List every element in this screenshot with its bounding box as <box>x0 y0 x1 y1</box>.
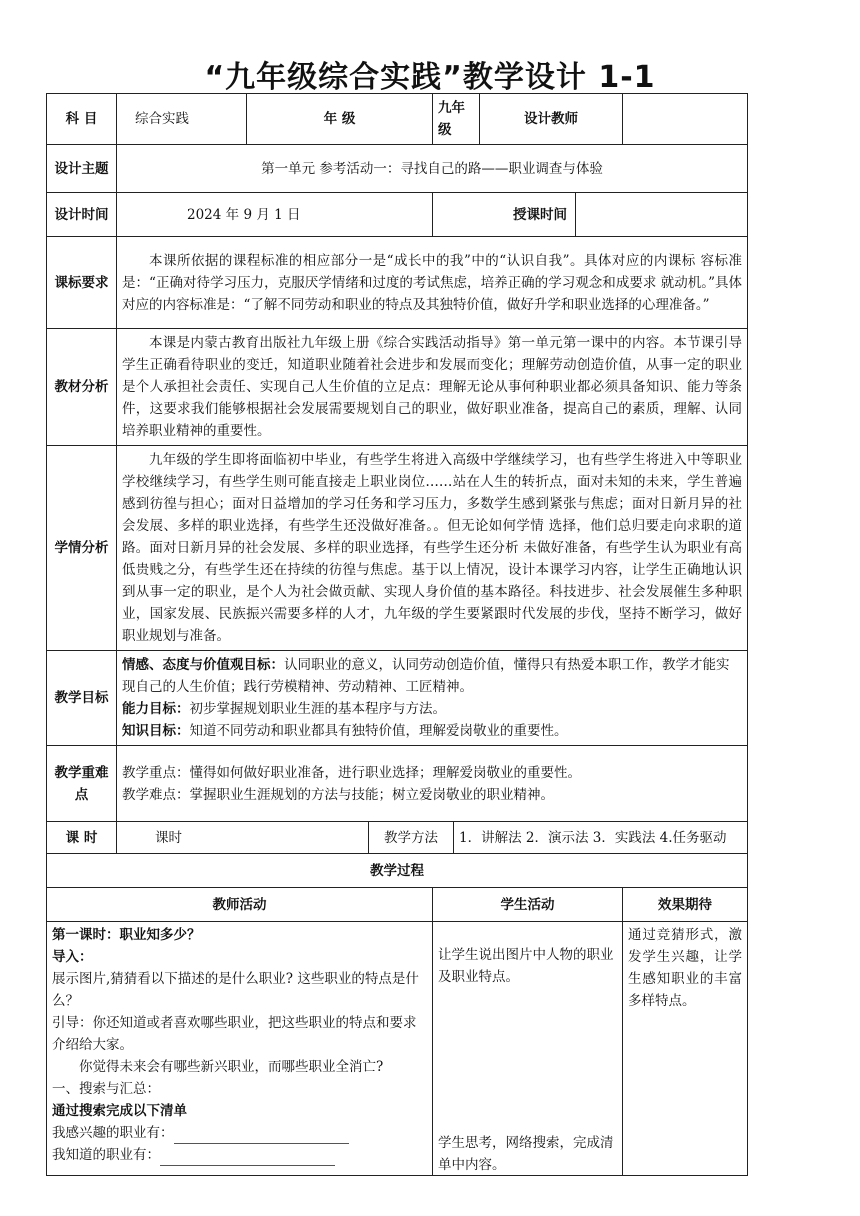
teacher-value <box>623 94 748 145</box>
material-label: 教材分析 <box>47 329 117 446</box>
page-title: “九年级综合实践”教学设计 1-1 <box>204 60 656 95</box>
row-time <box>47 193 748 237</box>
material-text: 本课是内蒙古教育出版社九年级上册《综合实践活动指导》第一单元第一课中的内容。本节课引导学生正确看待职业的变迁，知道职业随着社会进步和发展而变化；理解劳动创造价值，从事一定的职业是个人承担社会责任、实现自己人生价值的立足点：理解无论从事何种职业都必须具备知识、能力等条件，这要求我们能够根据社会发展需要规划自己的职业，做好职业准备，提高自己的素质，理解、认同培养职业精神的重要性。 <box>117 329 748 446</box>
hours-label: 课 时 <box>47 822 117 854</box>
hours-value: 课时 <box>117 822 369 854</box>
row-hours <box>47 822 748 854</box>
list-line-interested: 我感兴趣的职业有： <box>52 1122 427 1144</box>
student-activity-cell <box>433 922 623 1176</box>
future-question: 你觉得未来会有哪些新兴职业，而哪些职业全消亡? <box>79 1059 384 1075</box>
student-activity-1: 让学生说出图片中人物的职业及职业特点。 <box>438 947 614 985</box>
students-text: 九年级的学生即将面临初中毕业，有些学生将进入高级中学继续学习，也有些学生将进入中等职业学校继续学习，有些学生则可能直接走上职业岗位……站在人生的转折点，面对未知的未来，学生普遍感到彷徨与担心；面对日益增加的学习任务和学习压力，多数学生感到紧张与焦虑；面对日新月异的社会发展、多样的职业选择，有些学生还没做好准备。。但无论如何学情 选择，他们总归要走向求职的道路。面对日新月异的社会发展、多样的职业选择，有些学生还分析 未做好准备，有些学生认为职业有高低贵贱之分，有些学生还在持续的彷徨与焦虑。基于以上情况，设计本课学习内容，让学生正确地认识到从事一定的职业，是个人为社会做贡献、实现人身价值的基本路径。科技进步、社会发展催生多种职业，国家发展、民族振兴需要多样的人才，九年级的学生要紧跟时代发展的步伐，坚持不断学习，做好职业规划与准备。 <box>117 446 748 651</box>
row-theme <box>47 145 748 193</box>
theme-value: 第一单元 参考活动一：寻找自己的路——职业调查与体验 <box>117 145 748 193</box>
intro-line: 引导：你还知道或者喜欢哪些职业，把这些职业的特点和要求介绍给大家。 <box>52 1015 417 1053</box>
row-material <box>47 329 748 446</box>
subject-value: 综合实践 <box>117 94 247 145</box>
keypoints-label: 教学重难点 <box>47 746 117 822</box>
lesson-time-label: 授课时间 <box>433 193 576 237</box>
theme-label: 设计主题 <box>47 145 117 193</box>
row-students <box>47 446 748 651</box>
row-standards <box>47 237 748 329</box>
keypoints-cell <box>117 746 748 822</box>
lesson-time-value <box>576 193 748 237</box>
intro-line: 展示图片,猜猜看以下描述的是什么职业? 这些职业的特点是什么？ <box>52 971 419 1009</box>
goals-cell <box>117 651 748 746</box>
goal-affective: 情感、态度与价值观目标：认同职业的意义，认同劳动创造价值，懂得只有热爱本职工作，教学才能实现自己的人生价值；践行劳模精神、劳动精神、工匠精神。 <box>122 657 730 695</box>
students-label: 学情分析 <box>47 446 117 651</box>
fill-blank <box>160 1151 335 1166</box>
goal-knowledge: 知识目标：知道不同劳动和职业都具有独特价值，理解爱岗敬业的重要性。 <box>122 723 568 739</box>
standards-text: 本课所依据的课程标准的相应部分一是“成长中的我”中的“认识自我”。具体对应的内课标 容标准是：“正确对待学习压力，克服厌学情绪和过度的考试焦虑，培养正确的学习观念和成要求 就动机。”具体对应的内容标准是：“了解不同劳动和职业的特点及其独特价值，做好升学和职业选择的心理准备。” <box>117 237 748 329</box>
grade-label: 年 级 <box>247 94 433 145</box>
row-keypoints <box>47 746 748 822</box>
design-time-value: 2024 年 9 月 1 日 <box>117 193 433 237</box>
teacher-activity-cell <box>47 922 433 1176</box>
row-basic-info <box>47 94 748 145</box>
goals-label: 教学目标 <box>47 651 117 746</box>
subject-label: 科 目 <box>47 94 117 145</box>
standards-label: 课标要求 <box>47 237 117 329</box>
row-goals <box>47 651 748 746</box>
design-time-label: 设计时间 <box>47 193 117 237</box>
goal-ability: 能力目标：初步掌握规划职业生涯的基本程序与方法。 <box>122 701 446 717</box>
grade-value: 九年级 <box>433 94 480 145</box>
fill-blank <box>174 1129 349 1144</box>
lesson-title: 第一课时：职业知多少？ <box>52 927 201 943</box>
col-teacher-activity: 教师活动 <box>47 888 433 922</box>
student-activity-2: 学生思考，网络搜索，完成清单中内容。 <box>438 1135 614 1173</box>
list-line-known: 我知道的职业有： <box>52 1144 427 1166</box>
lesson-plan-table <box>46 93 748 1176</box>
method-value: 1．讲解法 2．演示法 3．实践法 4.任务驱动 <box>454 822 748 854</box>
col-student-activity: 学生活动 <box>433 888 623 922</box>
keypoint-focus: 教学重点：懂得如何做好职业准备，进行职业选择；理解爱岗敬业的重要性。 <box>122 764 581 781</box>
method-label: 教学方法 <box>369 822 454 854</box>
effect-cell: 通过竞猜形式，激发学生兴趣，让学生感知职业的丰富多样特点。 <box>623 922 748 1176</box>
teacher-label: 设计教师 <box>480 94 623 145</box>
section-search: 一、搜索与汇总： <box>52 1081 160 1097</box>
list-title: 通过搜索完成以下清单 <box>52 1103 187 1119</box>
keypoint-difficulty: 教学难点：掌握职业生涯规划的方法与技能；树立爱岗敬业的职业精神。 <box>122 786 554 803</box>
col-effect: 效果期待 <box>623 888 748 922</box>
row-process-content <box>47 922 748 1176</box>
row-process-header <box>47 854 748 888</box>
intro-label: 导入： <box>52 949 93 965</box>
process-header: 教学过程 <box>47 854 748 888</box>
row-process-columns <box>47 888 748 922</box>
